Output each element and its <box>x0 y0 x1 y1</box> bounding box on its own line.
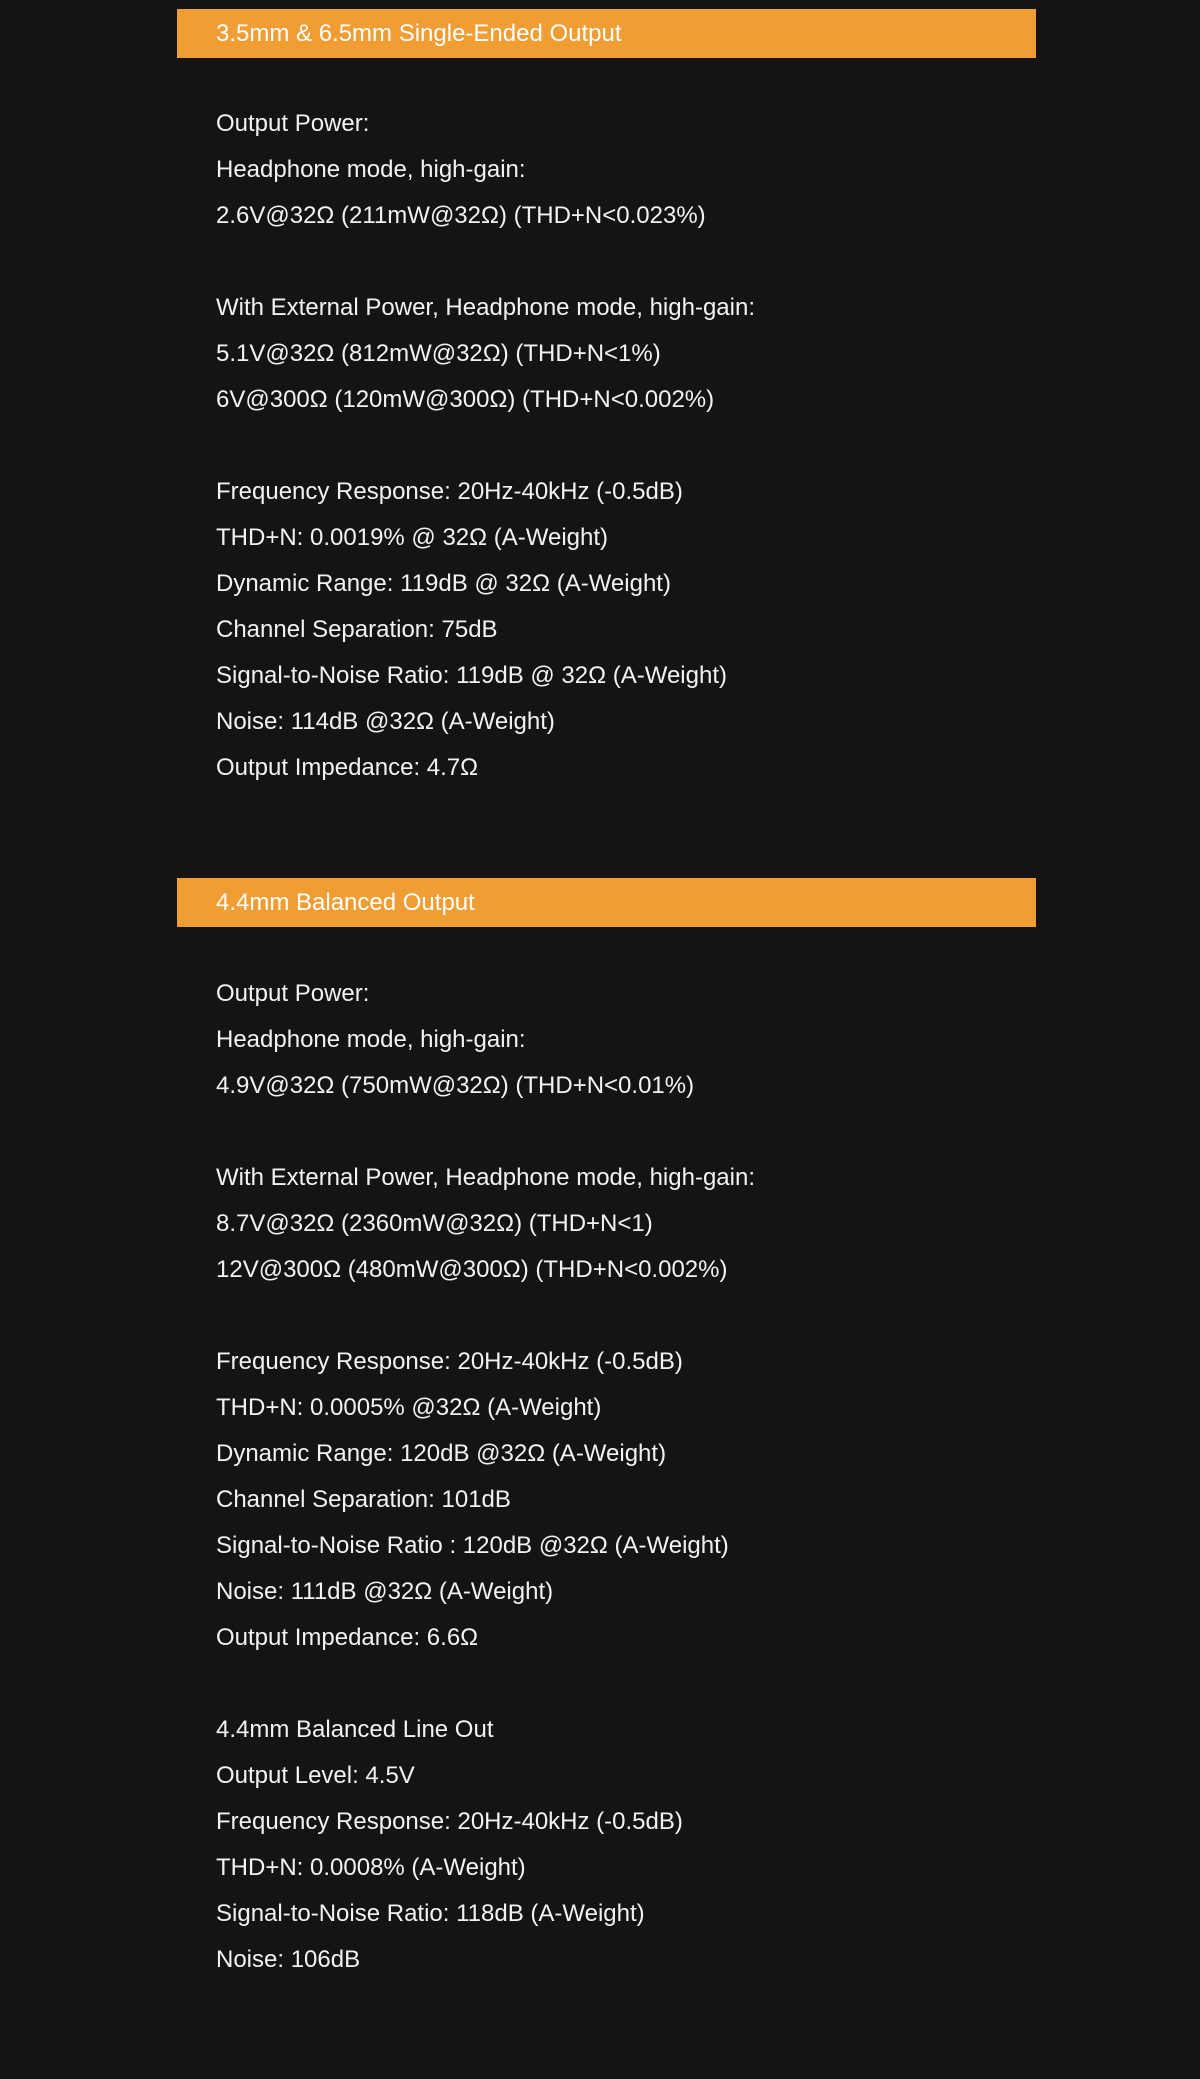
spec-external-power-32ohm: 8.7V@32Ω (2360mW@32Ω) (THD+N<1) <box>216 1210 653 1237</box>
spec-dynamic-range: Dynamic Range: 120dB @32Ω (A-Weight) <box>216 1440 667 1467</box>
spec-snr: Signal-to-Noise Ratio: 119dB @ 32Ω (A-Weight) <box>216 662 727 689</box>
spec-channel-separation: Channel Separation: 75dB <box>216 616 498 643</box>
spacer <box>216 239 755 285</box>
spec-headphone-mode: Headphone mode, high-gain: <box>216 1026 526 1053</box>
spacer <box>216 1109 755 1155</box>
spec-external-power-300ohm: 12V@300Ω (480mW@300Ω) (THD+N<0.002%) <box>216 1256 728 1283</box>
spec-list <box>216 101 755 791</box>
spec-noise: Noise: 114dB @32Ω (A-Weight) <box>216 708 555 735</box>
spacer <box>216 1293 755 1339</box>
spec-frequency-response: Frequency Response: 20Hz-40kHz (-0.5dB) <box>216 478 683 505</box>
spec-thd-n: THD+N: 0.0005% @32Ω (A-Weight) <box>216 1394 602 1421</box>
spec-line-out-thd-n: THD+N: 0.0008% (A-Weight) <box>216 1854 526 1881</box>
spec-headphone-mode: Headphone mode, high-gain: <box>216 156 526 183</box>
spec-output-impedance: Output Impedance: 4.7Ω <box>216 754 479 781</box>
spacer <box>216 1661 755 1707</box>
spec-output-power-value: 2.6V@32Ω (211mW@32Ω) (THD+N<0.023%) <box>216 202 706 229</box>
spec-external-power-label: With External Power, Headphone mode, high-gain: <box>216 294 755 321</box>
spec-channel-separation: Channel Separation: 101dB <box>216 1486 511 1513</box>
spec-line-out-frequency-response: Frequency Response: 20Hz-40kHz (-0.5dB) <box>216 1808 683 1835</box>
spec-external-power-300ohm: 6V@300Ω (120mW@300Ω) (THD+N<0.002%) <box>216 386 715 413</box>
spec-output-impedance: Output Impedance: 6.6Ω <box>216 1624 479 1651</box>
spec-output-power-value: 4.9V@32Ω (750mW@32Ω) (THD+N<0.01%) <box>216 1072 695 1099</box>
spec-frequency-response: Frequency Response: 20Hz-40kHz (-0.5dB) <box>216 1348 683 1375</box>
spec-snr: Signal-to-Noise Ratio : 120dB @32Ω (A-Weight) <box>216 1532 729 1559</box>
spec-line-out-label: 4.4mm Balanced Line Out <box>216 1716 494 1743</box>
spec-external-power-label: With External Power, Headphone mode, high-gain: <box>216 1164 755 1191</box>
spec-line-out-noise: Noise: 106dB <box>216 1946 361 1973</box>
spec-dynamic-range: Dynamic Range: 119dB @ 32Ω (A-Weight) <box>216 570 671 597</box>
spec-line-out-snr: Signal-to-Noise Ratio: 118dB (A-Weight) <box>216 1900 645 1927</box>
spec-noise: Noise: 111dB @32Ω (A-Weight) <box>216 1578 554 1605</box>
spec-output-power-label: Output Power: <box>216 980 370 1007</box>
section-header: 3.5mm & 6.5mm Single-Ended Output <box>177 9 1036 58</box>
spec-external-power-32ohm: 5.1V@32Ω (812mW@32Ω) (THD+N<1%) <box>216 340 661 367</box>
spec-output-power-label: Output Power: <box>216 110 370 137</box>
spacer <box>216 423 755 469</box>
section-header: 4.4mm Balanced Output <box>177 878 1036 927</box>
spec-line-out-level: Output Level: 4.5V <box>216 1762 415 1789</box>
spec-list <box>216 971 755 1983</box>
spec-thd-n: THD+N: 0.0019% @ 32Ω (A-Weight) <box>216 524 609 551</box>
